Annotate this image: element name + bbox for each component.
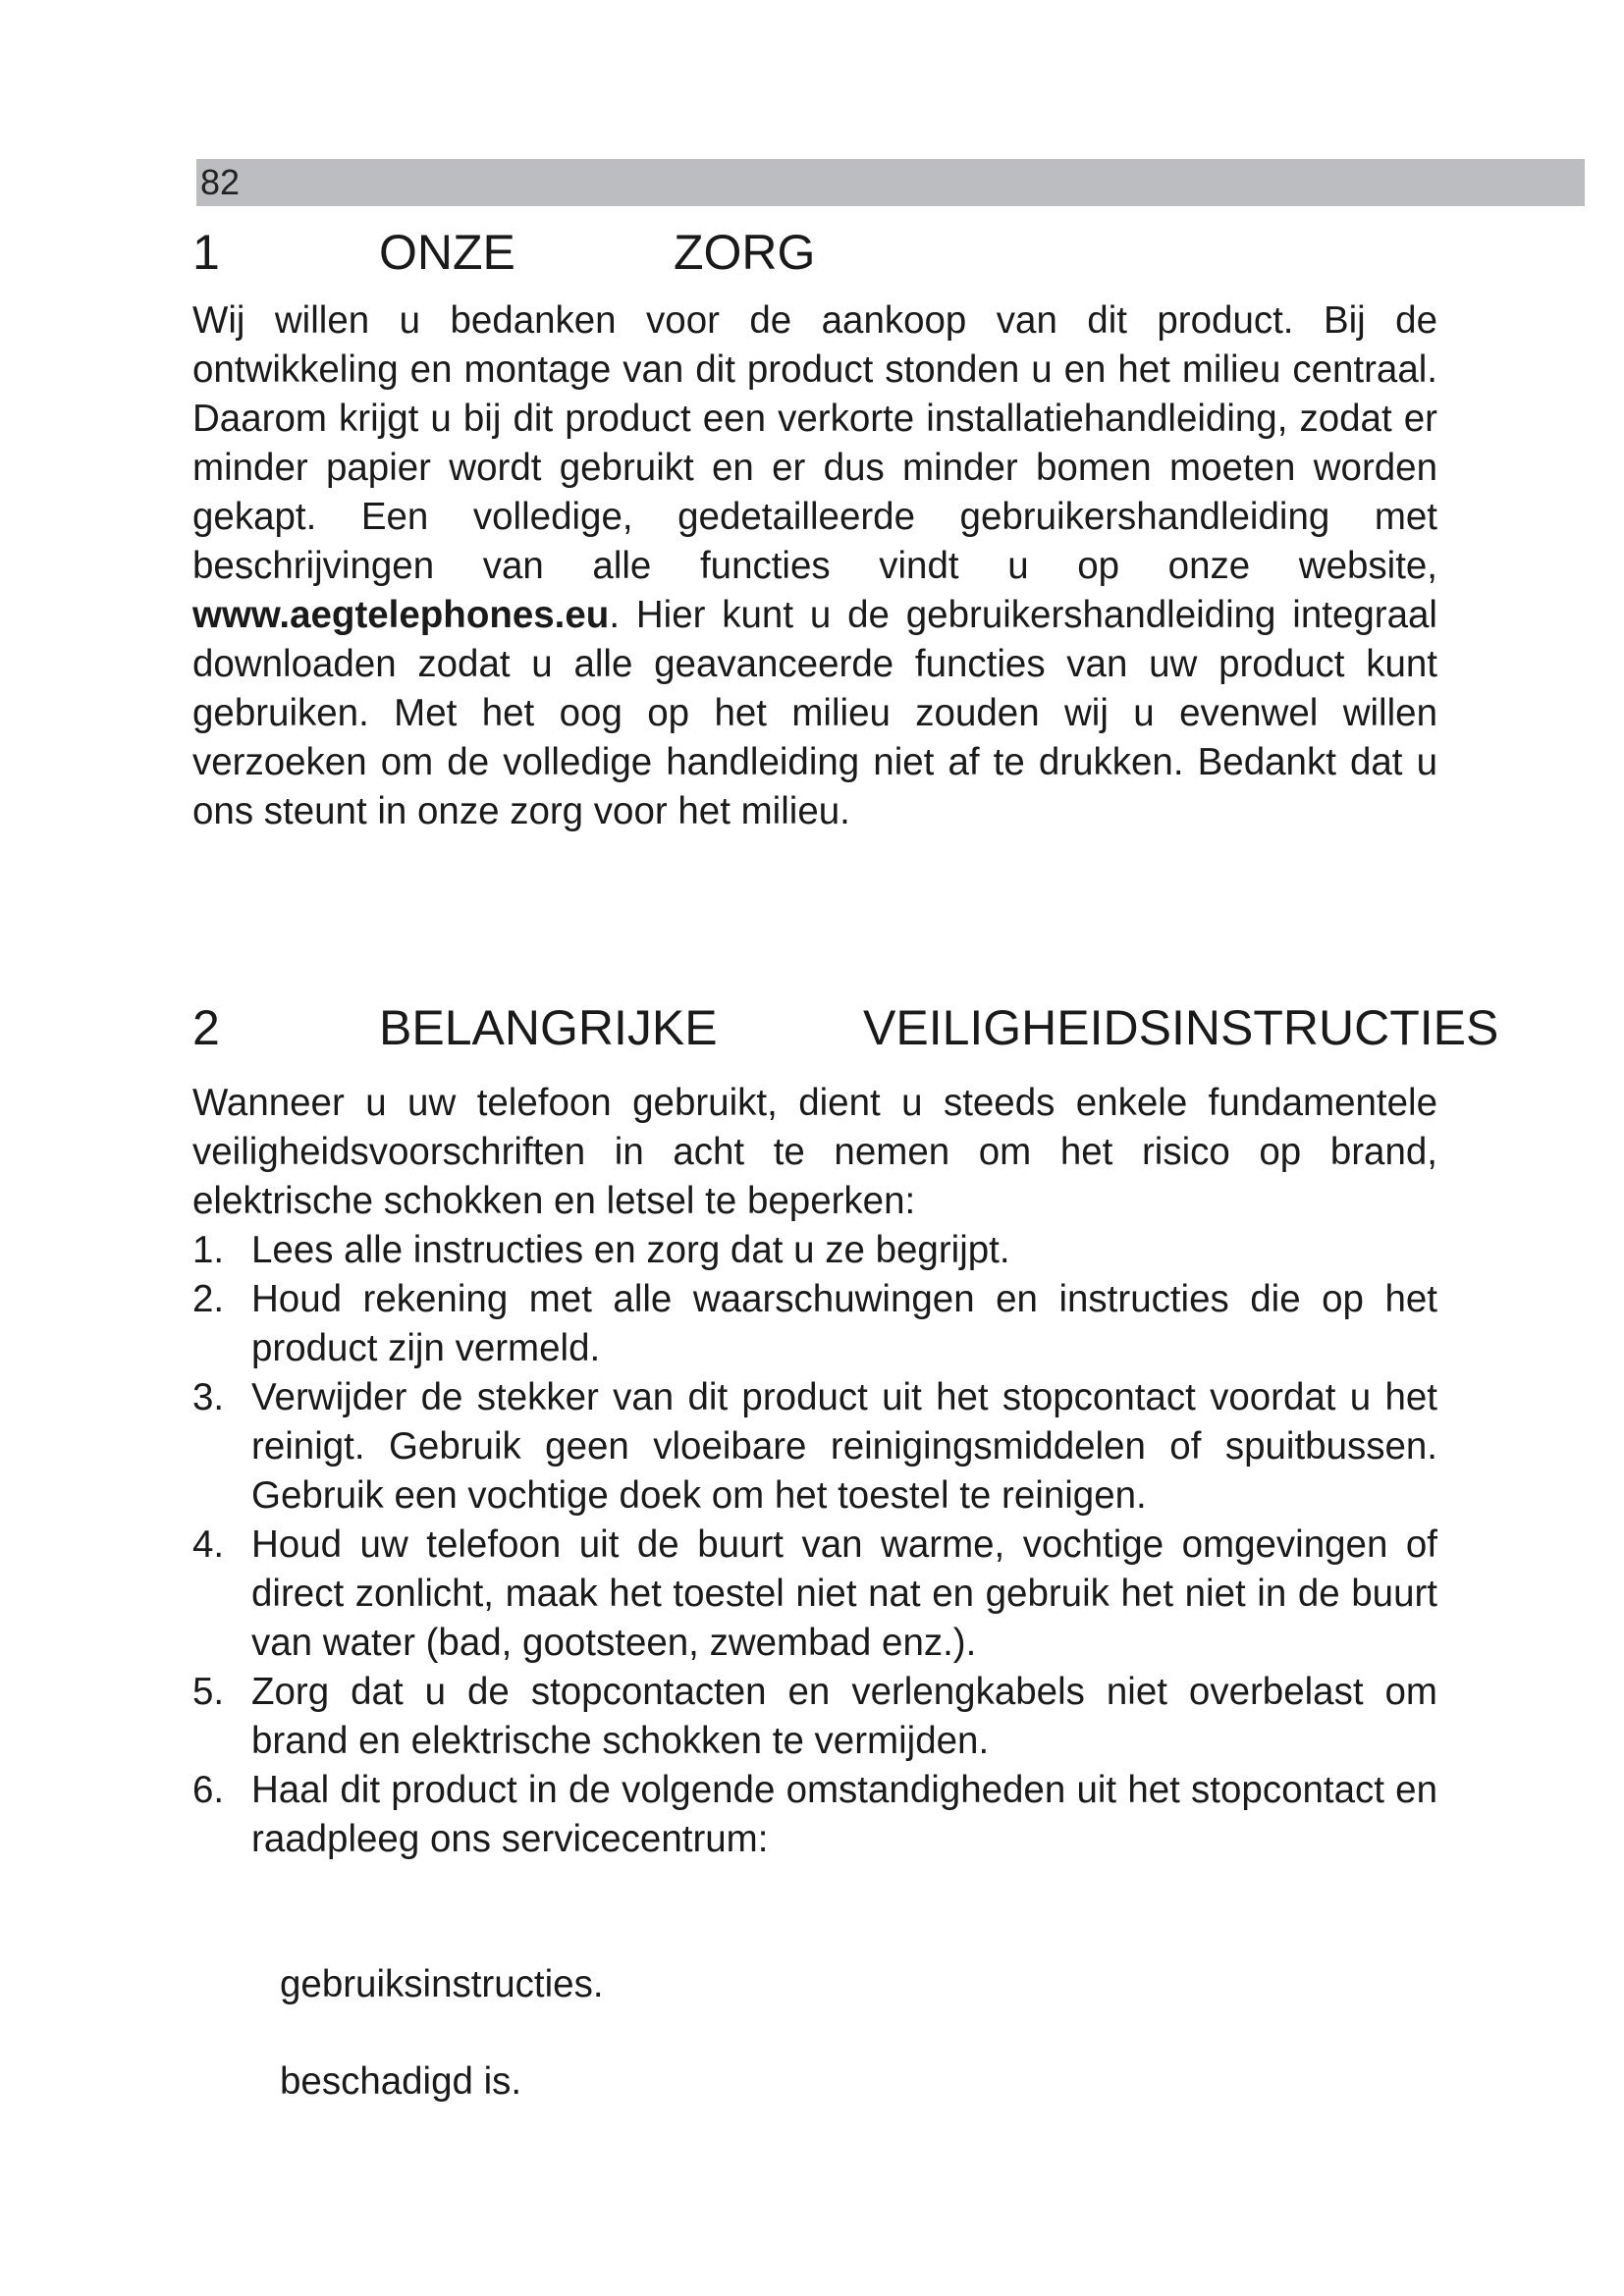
list-item-text: Houd rekening met alle waarschuwingen en instructies die op het product zijn vermeld. bbox=[251, 1278, 1437, 1369]
section-1-body-continuation: . Hier kunt u de gebruikershandleiding integraal downloaden zodat u alle geavanceerde functies van uw product kunt gebruiken. Met het oog op het milieu zouden wij u evenwel willen verzoeken om de volledige handleiding niet af te drukken. Bedankt dat u ons steunt in onze zorg voor het milieu. bbox=[192, 594, 1437, 832]
website-link[interactable]: www.aegtelephones.eu bbox=[192, 594, 610, 636]
list-item bbox=[192, 1226, 1437, 1275]
section-2-number: 2 bbox=[192, 1000, 220, 1055]
section-2-title-word-2: VEILIGHEIDSINSTRUCTIES bbox=[863, 1000, 1499, 1055]
list-item-marker: 4. bbox=[192, 1523, 225, 1566]
list-item bbox=[192, 1668, 1437, 1766]
header-bar bbox=[196, 159, 1585, 206]
list-item bbox=[192, 1275, 1437, 1373]
list-item bbox=[192, 1766, 1437, 1864]
section-1-heading bbox=[192, 225, 1076, 287]
list-item-marker: 2. bbox=[192, 1278, 225, 1320]
section-1-body bbox=[192, 296, 1437, 836]
safety-instructions-list bbox=[192, 1226, 1437, 1864]
list-item bbox=[192, 1521, 1437, 1668]
list-item-marker: 1. bbox=[192, 1229, 225, 1271]
section-1-title-word-1: ONZE bbox=[379, 225, 515, 280]
sub-item-fragment: beschadigd is. bbox=[280, 2060, 522, 2103]
list-item-text: Haal dit product in de volgende omstandigheden uit het stopcontact en raadpleeg ons servicecentrum: bbox=[251, 1769, 1437, 1860]
section-1-body-text: Wij willen u bedanken voor de aankoop van dit product. Bij de ontwikkeling en montage van dit product stonden u en het milieu centraal. Daarom krijgt u bij dit product een verkorte installatiehandleiding, zodat er minder papier wordt gebruikt en er dus minder bomen moeten worden gekapt. Een volledige, gedetailleerde gebruikershandleiding met beschrijvingen van alle functies vindt u op onze website, bbox=[192, 299, 1437, 587]
list-item-text: Houd uw telefoon uit de buurt van warme, vochtige omgevingen of direct zonlicht, maak het toestel niet nat en gebruik het niet in de buurt van water (bad, gootsteen, zwembad enz.). bbox=[251, 1523, 1437, 1664]
section-1-title-word-2: ZORG bbox=[674, 225, 816, 280]
list-item-marker: 3. bbox=[192, 1376, 225, 1418]
sub-item-fragment: gebruiksinstructies. bbox=[280, 1963, 604, 2005]
section-2-title-word-1: BELANGRIJKE bbox=[379, 1000, 718, 1055]
list-item-marker: 5. bbox=[192, 1671, 225, 1713]
list-item-marker: 6. bbox=[192, 1769, 225, 1811]
section-1-number: 1 bbox=[192, 225, 220, 280]
list-item-text: Zorg dat u de stopcontacten en verlengkabels niet overbelast om brand en elektrische schokken te vermijden. bbox=[251, 1671, 1437, 1762]
list-item bbox=[192, 1373, 1437, 1521]
section-2-intro: Wanneer u uw telefoon gebruikt, dient u steeds enkele fundamentele veiligheidsvoorschriften in acht te nemen om het risico op brand, elektrische schokken en letsel te beperken: bbox=[192, 1082, 1437, 1222]
list-item-text: Lees alle instructies en zorg dat u ze begrijpt. bbox=[251, 1229, 1010, 1271]
page-number: 82 bbox=[200, 162, 241, 202]
section-2-heading bbox=[192, 1000, 1499, 1062]
list-item-text: Verwijder de stekker van dit product uit het stopcontact voordat u het reinigt. Gebruik geen vloeibare reinigingsmiddelen of spuitbussen. Gebruik een vochtige doek om het toestel te reinigen. bbox=[251, 1376, 1437, 1517]
